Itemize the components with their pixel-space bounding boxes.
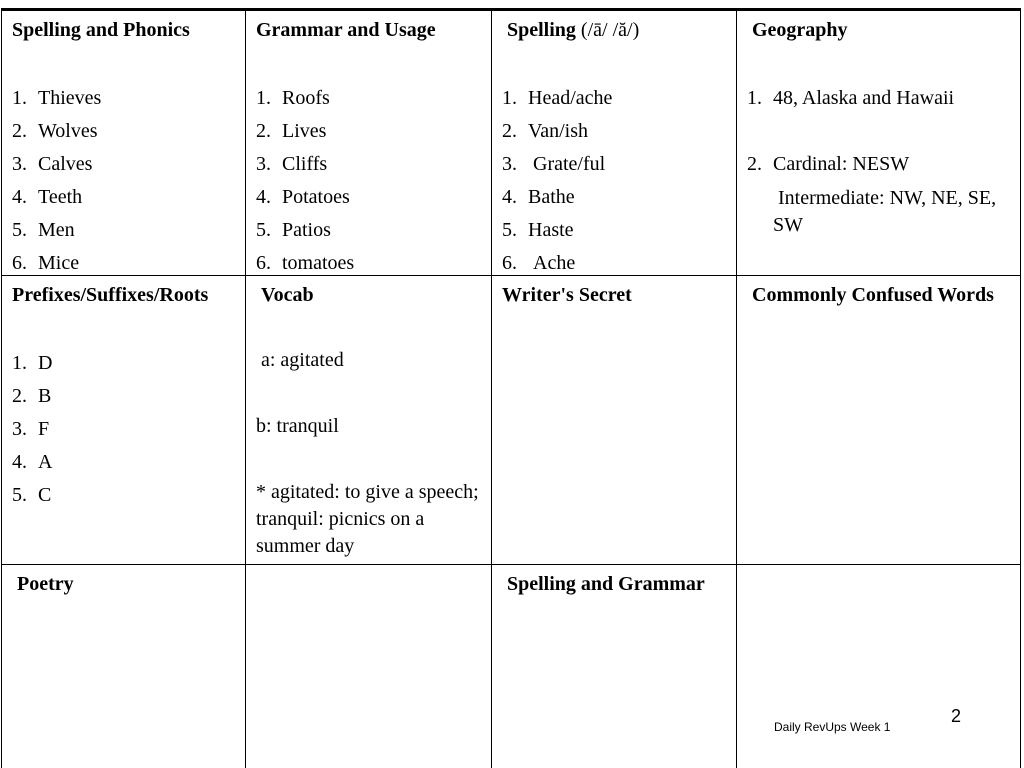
revups-table bbox=[1, 8, 1021, 768]
cell-title: Poetry bbox=[17, 573, 74, 595]
list-item: 4. Potatoes bbox=[256, 186, 350, 208]
cell-spelling-vowels bbox=[492, 11, 737, 276]
answer-list bbox=[12, 347, 235, 512]
cell-geography bbox=[737, 11, 1020, 276]
list-item: 3. Calves bbox=[12, 153, 93, 175]
list-item: 3. Cliffs bbox=[256, 153, 328, 175]
list-item: 2. Lives bbox=[256, 120, 327, 142]
list-item: 4. Bathe bbox=[502, 186, 575, 208]
list-item: 2. B bbox=[12, 385, 52, 407]
list-item: 5. Men bbox=[12, 219, 75, 241]
list-item: 4. A bbox=[12, 451, 53, 473]
list-item: 5. Haste bbox=[502, 219, 574, 241]
cell-empty bbox=[737, 565, 1020, 768]
cell-title: Spelling and Grammar bbox=[507, 573, 705, 595]
list-item: 3. Grate/ful bbox=[502, 153, 606, 175]
list-item: 1. Thieves bbox=[12, 87, 102, 109]
page-number: 2 bbox=[951, 706, 962, 726]
cell-title: Writer's Secret bbox=[502, 284, 632, 306]
slide-footer: Daily RevUps Week 1 bbox=[774, 720, 891, 734]
list-item: 2. Wolves bbox=[12, 120, 98, 142]
cell-commonly-confused-words bbox=[737, 276, 1020, 565]
cell-writers-secret bbox=[492, 276, 737, 565]
vocab-answer-a: a: agitated bbox=[261, 349, 344, 371]
cell-vocab bbox=[246, 276, 492, 565]
list-item: 1. D bbox=[12, 352, 53, 374]
cell-title: Grammar and Usage bbox=[256, 19, 436, 41]
cell-empty bbox=[246, 565, 492, 768]
list-item: 6. Mice bbox=[12, 252, 80, 274]
cell-title: Geography bbox=[752, 19, 848, 41]
vocab-note: * agitated: to give a speech; tranquil: picnics on a summer day bbox=[256, 481, 479, 557]
list-item: 2. Van/ish bbox=[502, 120, 588, 142]
answer-list bbox=[256, 82, 481, 280]
cell-title: Prefixes/Suffixes/Roots bbox=[12, 284, 209, 306]
list-item: 5. Patios bbox=[256, 219, 331, 241]
cell-title: Vocab bbox=[261, 284, 314, 306]
list-item: 6. tomatoes bbox=[256, 252, 355, 274]
list-item: 1. Head/ache bbox=[502, 87, 613, 109]
answer-list bbox=[12, 82, 235, 280]
cell-poetry bbox=[2, 565, 246, 768]
cell-title: Spelling (/ā/ /ă/) bbox=[507, 19, 640, 41]
cell-spelling-phonics bbox=[2, 11, 246, 276]
list-item: 3. F bbox=[12, 418, 50, 440]
list-item: 2. Cardinal: NESW bbox=[747, 153, 910, 175]
cell-title: Commonly Confused Words bbox=[752, 284, 994, 306]
list-item-detail: Intermediate: NW, NE, SE, SW bbox=[773, 187, 997, 236]
list-item: 6. Ache bbox=[502, 252, 576, 274]
list-item: 5. C bbox=[12, 484, 52, 506]
list-item: 4. Teeth bbox=[12, 186, 83, 208]
cell-prefixes-suffixes-roots bbox=[2, 276, 246, 565]
answer-list bbox=[502, 82, 726, 280]
cell-grammar-usage bbox=[246, 11, 492, 276]
vocab-answer-b: b: tranquil bbox=[256, 415, 339, 437]
cell-spelling-grammar bbox=[492, 565, 737, 768]
cell-title: Spelling and Phonics bbox=[12, 19, 190, 41]
list-item: 1. 48, Alaska and Hawaii bbox=[747, 87, 955, 109]
list-item: 1. Roofs bbox=[256, 87, 330, 109]
